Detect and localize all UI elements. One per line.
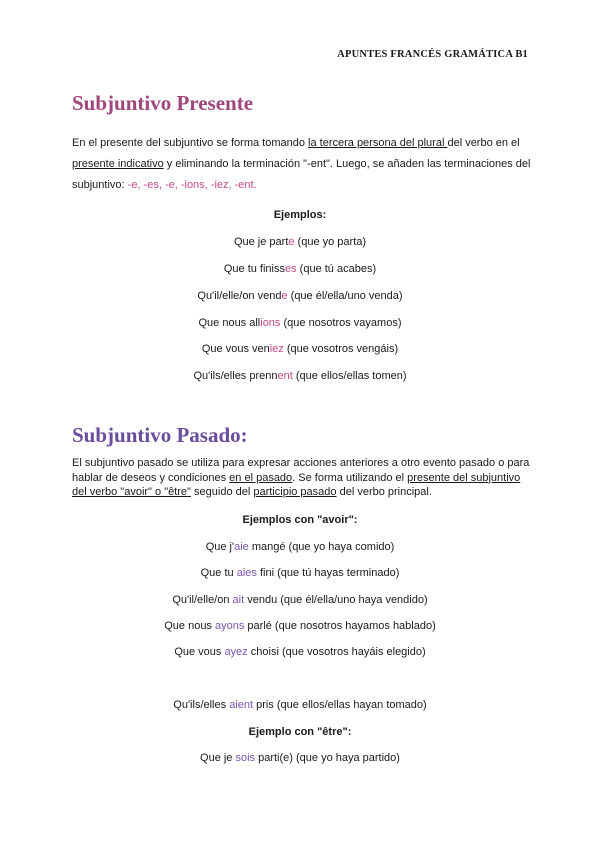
avoir-example-line: Qu'ils/elles aient pris (que ellos/ellas hayan tomado) — [173, 699, 427, 711]
presente-intro-paragraph — [72, 133, 532, 196]
avoir-example-line: Qu'il/elle/on ait vendu (que él/ella/uno haya vendido) — [172, 594, 428, 606]
auxiliary: aies — [236, 567, 257, 579]
auxiliary: aient — [229, 699, 254, 711]
example-line: Qu'il/elle/on vende (que él/ella/uno venda) — [197, 290, 403, 302]
example-line: Que nous allions (que nosotros vayamos) — [198, 317, 402, 329]
pasado-intro-paragraph — [72, 456, 532, 500]
intro-text: y eliminando la terminación "-ent". Luego, se añaden las terminaciones del subjuntivo: — [72, 158, 531, 191]
example-line: Que vous veniez (que vosotros vengáis) — [201, 343, 399, 355]
ending: e — [288, 236, 295, 248]
example-line: Que tu finisses (que tú acabes) — [223, 263, 377, 275]
avoir-example-line: Que vous ayez choisi (que vosotros hayáis elegido) — [174, 646, 426, 658]
intro-underline: participio pasado — [253, 486, 337, 498]
avoir-examples-heading: Ejemplos con "avoir": — [242, 514, 358, 526]
intro-text: . Se forma utilizando el — [292, 471, 408, 484]
auxiliary: aie — [234, 541, 249, 553]
example-line: Qu'ils/elles prennent (que ellos/ellas tomen) — [193, 370, 407, 382]
intro-text: El subjuntivo pasado se utiliza para expresar acciones anteriores a otro evento pasado o para hablar de deseos y condiciones — [72, 457, 530, 484]
etre-example-heading: Ejemplo con "être": — [248, 726, 352, 738]
intro-underline: presente del subjuntivo del verbo "avoir" o "être" — [72, 471, 521, 498]
etre-example-line: Que je sois parti(e) (que yo haya partido) — [200, 752, 400, 764]
auxiliary: ayons — [215, 620, 245, 632]
avoir-example-line: Que tu aies fini (que tú hayas terminado) — [200, 567, 400, 579]
intro-text: del verbo en el — [447, 137, 520, 149]
ending: ions — [260, 317, 281, 329]
examples-heading: Ejemplos: — [273, 209, 327, 221]
example-line: Que je parte (que yo parta) — [233, 236, 367, 248]
ending: e — [281, 290, 288, 302]
section-title-pasado: Subjuntivo Pasado: — [72, 423, 248, 447]
auxiliary: ait — [232, 594, 245, 606]
intro-text: del verbo principal. — [336, 486, 432, 498]
avoir-example-line: Que nous ayons parlé (que nosotros hayamos hablado) — [164, 620, 436, 632]
auxiliary: sois — [235, 752, 256, 764]
intro-text: seguido del — [190, 486, 254, 498]
page-header: APUNTES FRANCÉS GRAMÁTICA B1 — [337, 49, 528, 60]
avoir-example-line: Que j'aie mangé (que yo haya comido) — [205, 541, 395, 553]
ending: es — [285, 263, 297, 275]
auxiliary: ayez — [224, 646, 248, 658]
intro-underline: presente indicativo — [72, 158, 164, 170]
ending: iez — [269, 343, 284, 355]
section-title-presente: Subjuntivo Presente — [72, 91, 254, 115]
endings-list: -e, -es, -e, -ions, -iez, -ent. — [127, 179, 257, 191]
intro-underline: en el pasado — [229, 471, 293, 484]
ending: ent — [277, 370, 293, 382]
intro-text: En el presente del subjuntivo se forma tomando — [72, 137, 309, 149]
intro-underline: la tercera persona del plural — [308, 137, 448, 149]
